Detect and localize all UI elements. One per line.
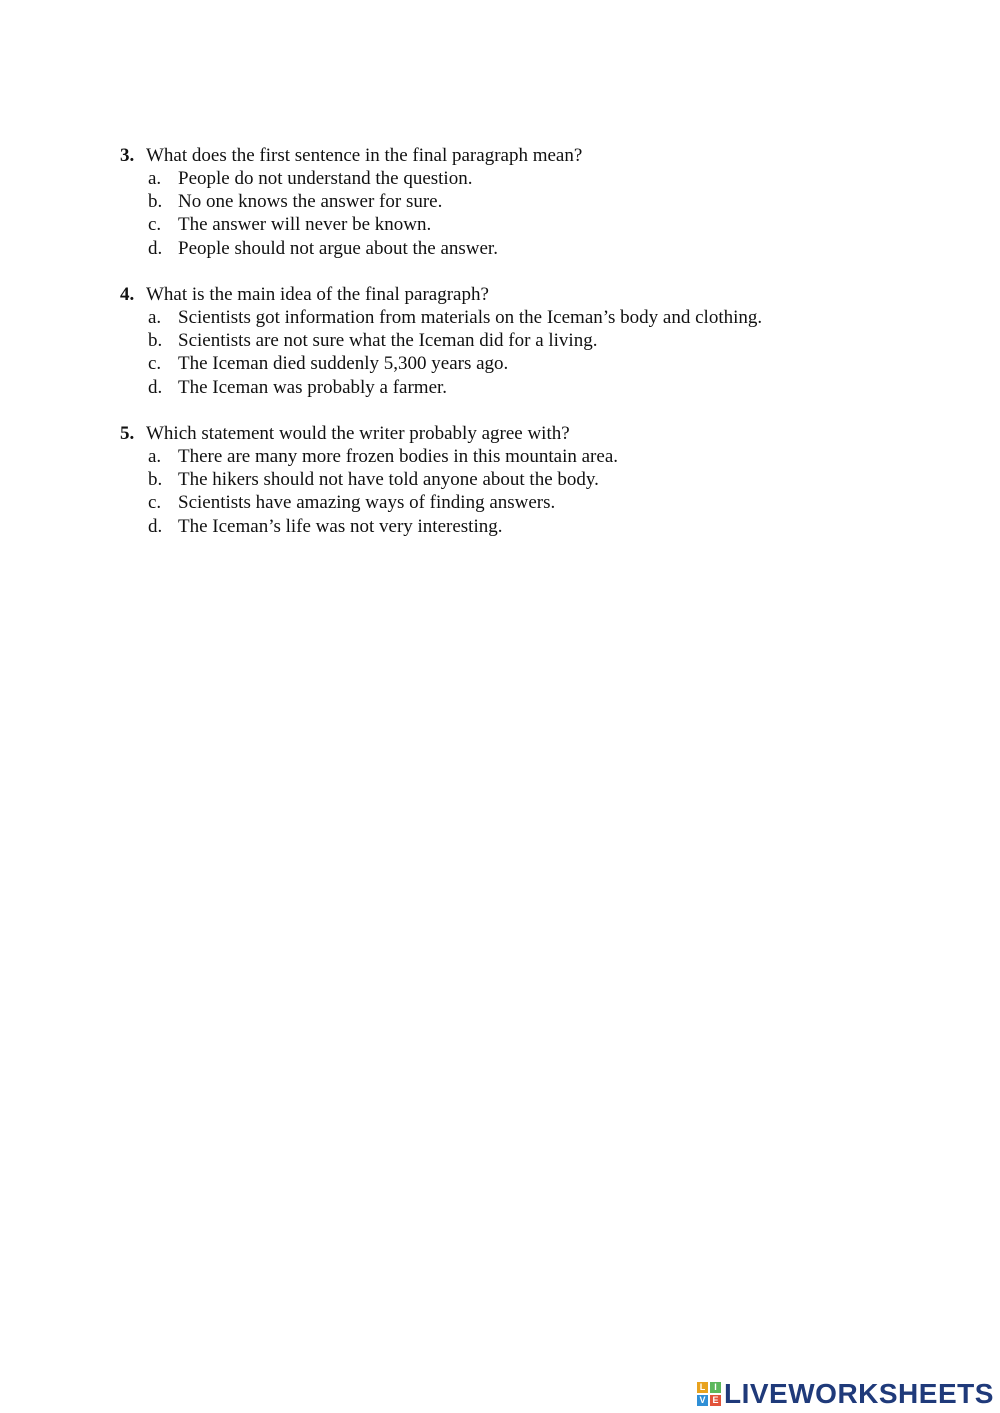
option-text: Scientists are not sure what the Iceman did for a living. [178, 330, 598, 352]
answer-option-d[interactable] [120, 515, 940, 538]
question-5 [120, 422, 940, 538]
answer-option-a[interactable] [120, 306, 940, 329]
option-letter: d. [148, 376, 163, 398]
option-letter: c. [148, 492, 162, 514]
option-letter: c. [148, 214, 162, 236]
option-letter: b. [148, 191, 163, 213]
option-letter: d. [148, 237, 163, 259]
option-text: The Iceman’s life was not very interesting. [178, 515, 503, 537]
question-number: 5. [120, 423, 135, 444]
answer-option-b[interactable] [120, 329, 940, 352]
option-letter: b. [148, 330, 163, 352]
logo-block: E [710, 1395, 721, 1406]
liveworksheets-logo [697, 1378, 994, 1410]
option-text: No one knows the answer for sure. [178, 191, 443, 213]
option-letter: a. [148, 446, 162, 467]
logo-block: V [697, 1395, 708, 1406]
option-text: Scientists have amazing ways of finding answers. [178, 492, 556, 514]
question-text: Which statement would the writer probably agree with? [146, 423, 570, 444]
option-text: Scientists got information from materials on the Iceman’s body and clothing. [178, 307, 763, 328]
answer-option-b[interactable] [120, 468, 940, 491]
option-letter: a. [148, 168, 162, 189]
option-text: The answer will never be known. [178, 214, 432, 236]
answer-option-b[interactable] [120, 190, 940, 213]
logo-block: L [697, 1382, 708, 1393]
answer-option-d[interactable] [120, 237, 940, 260]
question-3 [120, 144, 940, 260]
answer-option-c[interactable] [120, 352, 940, 375]
option-letter: b. [148, 469, 163, 491]
logo-text: LIVEWORKSHEETS [724, 1378, 994, 1409]
question-stem [120, 422, 940, 445]
option-text: The Iceman died suddenly 5,300 years ago. [178, 353, 509, 375]
answer-option-a[interactable] [120, 167, 940, 190]
question-stem [120, 283, 940, 306]
option-text: There are many more frozen bodies in this mountain area. [178, 446, 618, 467]
option-letter: d. [148, 515, 163, 537]
question-text: What does the first sentence in the final paragraph mean? [146, 145, 583, 166]
logo-blocks-icon [697, 1382, 721, 1406]
option-text: The Iceman was probably a farmer. [178, 376, 448, 398]
answer-option-c[interactable] [120, 213, 940, 236]
question-text: What is the main idea of the final paragraph? [146, 284, 489, 305]
option-text: People do not understand the question. [178, 168, 473, 189]
answer-option-c[interactable] [120, 491, 940, 514]
option-text: People should not argue about the answer. [178, 237, 498, 259]
question-number: 3. [120, 145, 135, 166]
option-letter: a. [148, 307, 162, 328]
question-stem [120, 144, 940, 167]
answer-option-a[interactable] [120, 445, 940, 468]
question-4 [120, 283, 940, 399]
answer-option-d[interactable] [120, 376, 940, 399]
option-text: The hikers should not have told anyone about the body. [178, 469, 599, 491]
option-letter: c. [148, 353, 162, 375]
question-number: 4. [120, 284, 135, 305]
logo-block: I [710, 1382, 721, 1393]
